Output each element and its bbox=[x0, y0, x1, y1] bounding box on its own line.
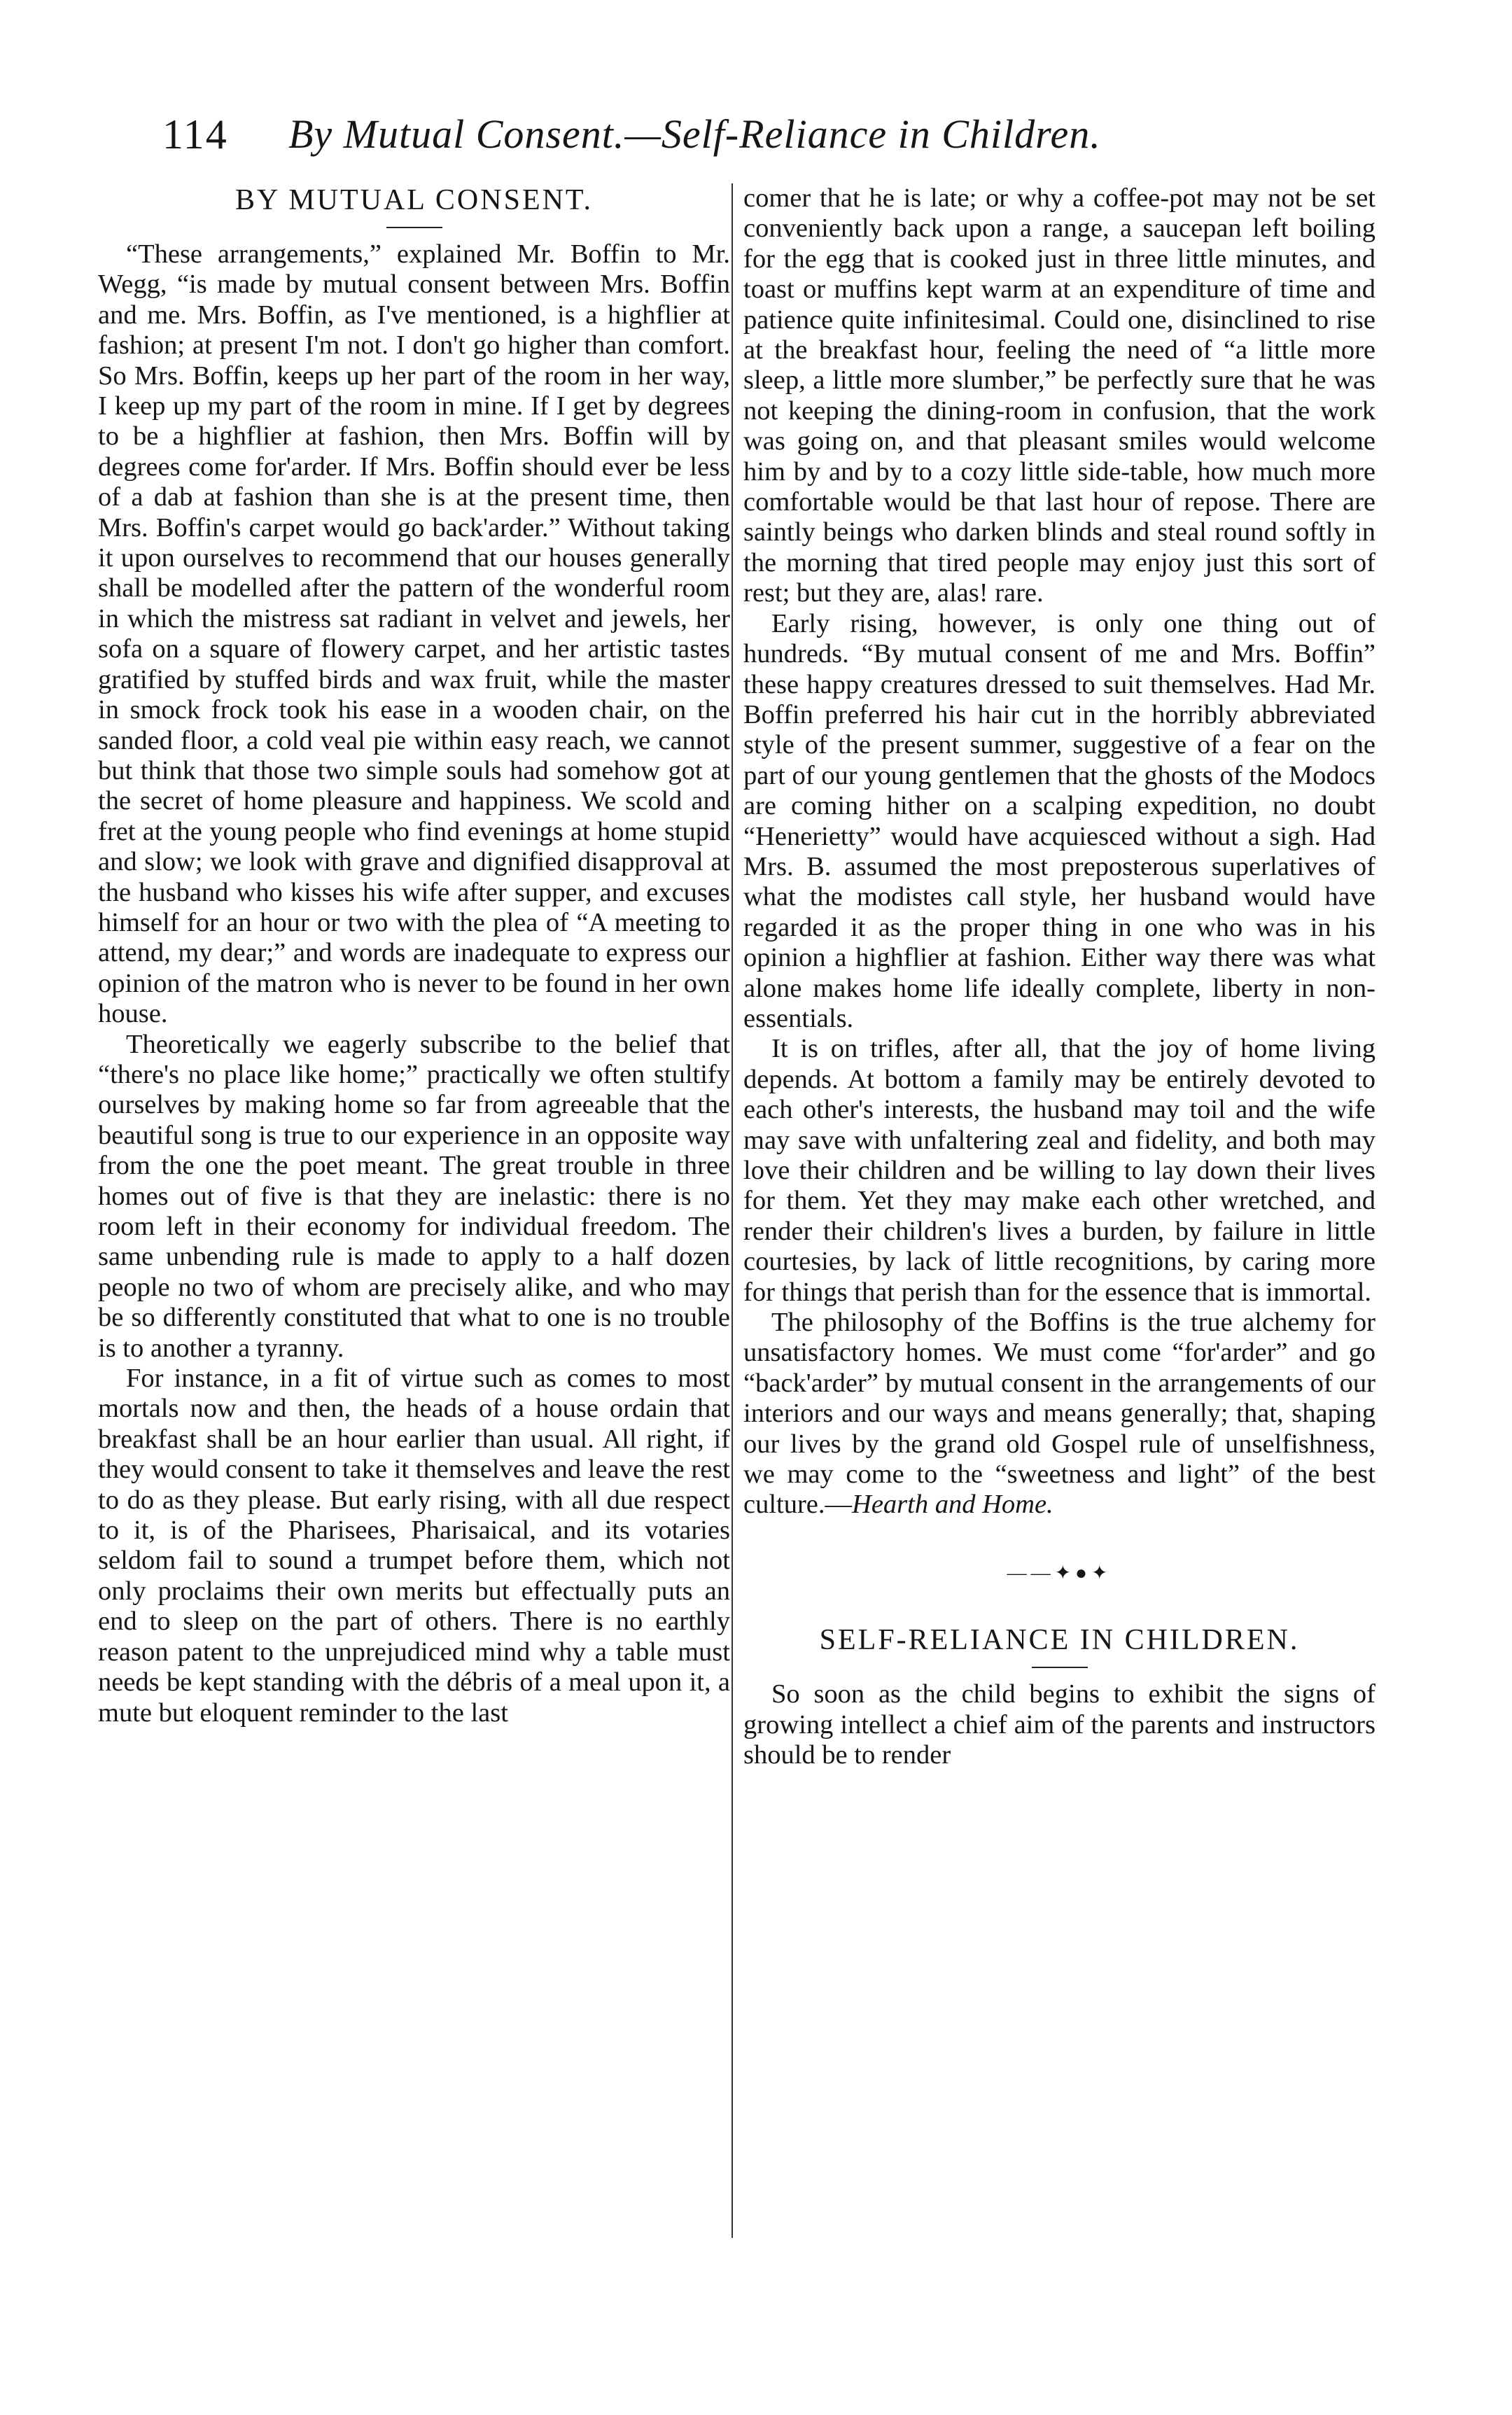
article-title-mutual-consent: BY MUTUAL CONSENT. bbox=[235, 184, 593, 216]
paragraph-4: Early rising, however, is only one thing out of hundreds. “By mutual consent of me and Mrs. Boffin” these happy creatures dressed to suit themselves. Had Mr. Boffin preferred his hair cut in the horribly abbreviated style of the present summer, suggestive of a fear on the part of our young gentlemen that the ghosts of the Modocs are coming hither on a scalping expedition, no doubt “Henerietty” would have acquiesced without a sigh. Had Mrs. B. assumed the most preposterous superlatives of what the modistes call style, her husband would have regarded it as the proper thing in one who was in his opinion a highflier at fashion. Either way there was what alone makes home life ideally complete, liberty in non-essentials. bbox=[743, 608, 1376, 1033]
paragraph-3: For instance, in a fit of virtue such as comes to most mortals now and then, the heads of a house ordain that breakfast shall be an hour earlier than usual. All right, if they would consent to take it themselves and leave the rest to do as they please. But early rising, with all due respect to it, is of the Pharisees, Pharisaical, and its votaries seldom fail to sound a trumpet before them, which not only proclaims their own merits but effectually puts an end to sleep on the part of others. There is no earthly reason patent to the unprejudiced mind why a table must needs be kept standing with the débris of a meal upon it, a mute but eloquent reminder to the last bbox=[98, 1364, 730, 1728]
paragraph-5: It is on trifles, after all, that the joy of home living depends. At bottom a family may be entirely devoted to each other's interests, the husband may toil and the wife may save with unfaltering zeal and fidelity, and both may love their children and be willing to lay down their lives for them. Yet they may make each other wretched, and render their children's lives a burden, by failure in little courtesies, by lack of little recognitions, by caring more for things that perish than for the essence that is immortal. bbox=[743, 1034, 1376, 1307]
self-reliance-paragraph-1: So soon as the child begins to exhibit the signs of growing intellect a chief aim of the parents and instructors should be to render bbox=[743, 1679, 1376, 1770]
column-divider bbox=[732, 183, 733, 2238]
paragraph-6 bbox=[743, 1308, 1376, 1520]
paragraph-1: “These arrangements,” explained Mr. Boffin to Mr. Wegg, “is made by mutual consent between Mrs. Boffin and me. Mrs. Boffin, as I've mentioned, is a highflier at fashion; at present I'm not. I don't go higher than comfort. So Mrs. Boffin, keeps up her part of the room in her way, I keep up my part of the room in mine. If I get by degrees to be a highflier at fashion, then Mrs. Boffin will by degrees come for'arder. If Mrs. Boffin should ever be less of a dab at fashion than she is at the present time, then Mrs. Boffin's carpet would go back'arder.” Without taking it upon ourselves to recommend that our houses generally shall be modelled after the pattern of the wonderful room in which the mistress sat radiant in velvet and jewels, her sofa on a square of flowery carpet, and her artistic tastes gratified by stuffed birds and wax fruit, while the master in smock frock took his ease in a wooden chair, on the sanded floor, a cold veal pie within easy reach, we cannot but think that those two simple souls had somehow got at the secret of home pleasure and happiness. We scold and fret at the young people who find evenings at home stupid and slow; we look with grave and dignified disapproval at the husband who kisses his wife after supper, and excuses himself for an hour or two with the plea of “A meeting to attend, my dear;” and words are inadequate to express our opinion of the matron who is never to be found in her own house. bbox=[98, 239, 730, 1029]
running-head bbox=[0, 111, 1512, 160]
section-ornament: ——✦●✦ bbox=[1007, 1562, 1112, 1584]
right-column bbox=[743, 183, 1376, 2339]
paragraph-6-text: The philosophy of the Boffins is the true alchemy for unsatisfactory homes. We must come “for'arder” and go “back'arder” by mutual consent in the arrangements of our interiors and our ways and means generally; that, shaping our lives by the grand old Gospel rule of unselfishness, we may come to the “sweetness and light” of the best culture.— bbox=[743, 1308, 1376, 1520]
left-column bbox=[98, 183, 730, 2339]
title-rule bbox=[386, 227, 442, 228]
paragraph-3-continued: comer that he is late; or why a coffee-pot may not be set conveniently back upon a range, a saucepan left boiling for the egg that is cooked just in three little minutes, and toast or muffins kept warm at an expenditure of time and patience quite infinitesimal. Could one, disinclined to rise at the breakfast hour, feeling the need of “a little more sleep, a little more slumber,” be perfectly sure that he was not keeping the dining-room in confusion, that the work was going on, and that pleasant smiles would welcome him by and by to a cozy little side-table, how much more comfortable would be that last hour of repose. There are saintly beings who darken blinds and steal round softly in the morning that tired people may enjoy just this sort of rest; but they are, alas! rare. bbox=[743, 183, 1376, 608]
title-rule-2 bbox=[1032, 1667, 1088, 1668]
attribution: Hearth and Home. bbox=[852, 1490, 1054, 1520]
article-title-self-reliance: SELF-RELIANCE IN CHILDREN. bbox=[819, 1624, 1300, 1657]
paragraph-2: Theoretically we eagerly subscribe to the belief that “there's no place like home;” practically we often stultify ourselves by making home so far from agreeable that the beautiful song is true to our experience in an opposite way from the one the poet meant. The great trouble in three homes out of five is that they are inelastic: there is no room left in their economy for individual freedom. The same unbending rule is made to apply to a half dozen people no two of whom are precisely alike, and who may be so differently constituted that what to one is no trouble is to another a tyranny. bbox=[98, 1029, 730, 1363]
running-title: By Mutual Consent.—Self-Reliance in Children. bbox=[288, 111, 1101, 157]
page-number: 114 bbox=[162, 111, 228, 158]
